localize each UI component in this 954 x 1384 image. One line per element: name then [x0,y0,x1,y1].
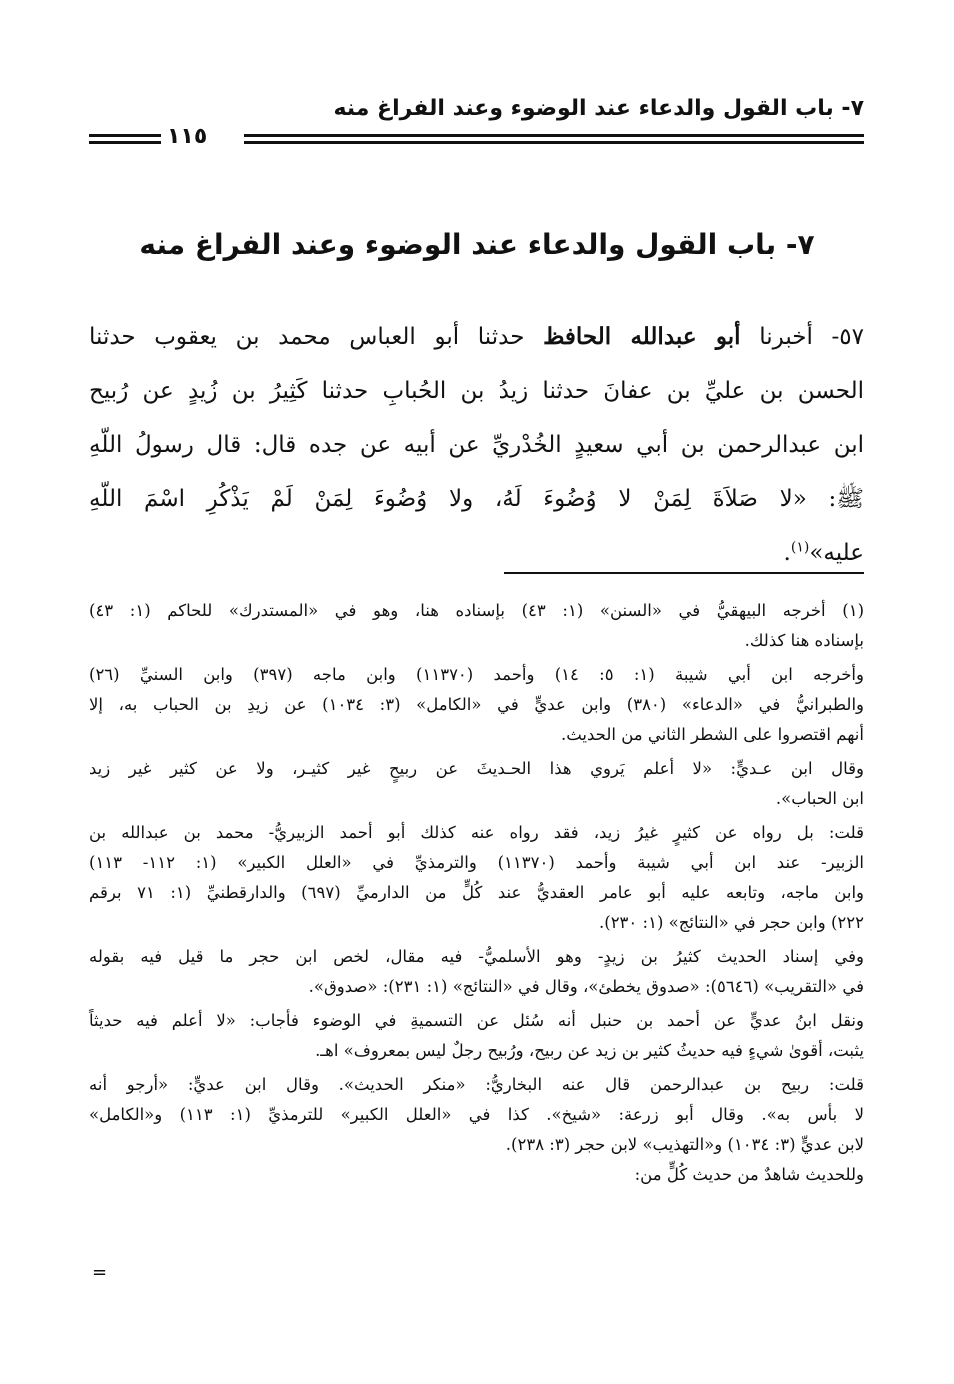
footnote-line: وفي إسناد الحديث كثيرُ بن زيدٍ- وهو الأسلميُّ- فيه مقال، لخص ابن حجر ما قيل فيه بقوله [89,947,864,966]
footnote-line: ٢٢٢) وابن حجر في «النتائج» (١: ٢٣٠). [599,913,864,932]
footnote-line: والطبرانيُّ في «الدعاء» (٣٨٠) وابن عديٍّ في «الكامل» (٣: ١٠٣٤) عن زيدِ بن الحباب به، إلا [89,695,864,714]
hadith-final-word: عليه» [809,540,864,566]
footnote-paragraph [89,596,864,656]
footnote-line: لابن عديٍّ (٣: ١٠٣٤) و«التهذيب» لابن حجر (٣: ٢٣٨). [505,1135,864,1154]
hadith-line: ابن عبدالرحمن بن أبي سعيدٍ الخُدْريِّ عن أبيه عن جده قال: قال رسولُ اللّهِ [89,432,864,458]
narrator-name: أبو عبدالله الحافظ [543,323,741,350]
footnote-separator [504,572,864,574]
footnote-paragraph [89,818,864,938]
footnote-reference: (١) [790,539,810,556]
footnote-paragraph [89,1070,864,1190]
footnote-line: وابن ماجه، وتابعه عليه أبو عامر العقديُّ عند كُلٍّ من الدارميِّ (٦٩٧) والدارقطنيِّ (١: ٧١ برقم [89,883,865,902]
chapter-heading: ٧- باب القول والدعاء عند الوضوء وعند الفراغ منه [139,228,815,261]
footnote-line: قلت: ربيح بن عبدالرحمن قال عنه البخاريُّ: «منكر الحديث». وقال ابن عديٍّ: «أرجو أنه [89,1075,864,1094]
hadith-number-prefix: ٥٧- أخبرنا [740,324,864,350]
footnote-line: (١) أخرجه البيهقيُّ في «السنن» (١: ٤٣) بإسناده هنا، وهو في «المستدرك» للحاكم (١: ٤٣) [89,601,864,620]
footnote-line: في «التقريب» (٥٦٤٦): «صدوق يخطئ»، وقال في «النتائج» (١: ٢٣١): «صدوق». [308,977,864,996]
footnote-line: وللحديث شاهدٌ من حديث كُلٍّ من: [634,1165,864,1184]
hadith-line: الحسن بن عليِّ بن عفانَ حدثنا زيدُ بن الحُبابِ حدثنا كَثِيرُ بن زُيدٍ عن رُبيح [89,378,864,404]
footnote-line: بإسناده هنا كذلك. [744,631,864,650]
continuation-mark: = [92,1262,108,1283]
hadith-line [89,310,864,364]
footnote-line: الزبير- عند ابن أبي شيبة وأحمد (١١٣٧٠) والترمذيِّ في «العلل الكبير» (١: ١١٢- ١١٣) [89,853,864,872]
hadith-end-mark: . [783,540,791,566]
footnote-paragraph [89,942,864,1002]
running-header [89,96,864,156]
footnotes [89,596,864,1194]
running-title: ٧- باب القول والدعاء عند الوضوء وعند الفراغ منه [333,96,864,121]
footnote-line: يثبت، أقوىٰ شيءٍ فيه حديثُ كثير بن زيد عن ربيح، ورُبيح رجلٌ ليس بمعروف» اهـ. [315,1041,864,1060]
page-number: ١١٥ [167,124,208,149]
footnote-line: لا بأس به». وقال أبو زرعة: «شيخ». كذا في «العلل الكبير» للترمذيِّ (١: ١١٣) و«الكامل» [89,1105,864,1124]
footnote-line: أنهم اقتصروا على الشطر الثاني من الحديث. [560,725,864,744]
hadith-line-rest: حدثنا أبو العباس محمد بن يعقوب حدثنا [89,324,544,350]
page-number-rule [89,134,161,144]
hadith-text [89,310,864,580]
footnote-line: قلت: بل رواه عن كثيرٍ غيرُ زيد، فقد رواه عنه كذلك أبو أحمد الزبيريُّ- محمد بن عبدالله بن [89,823,864,842]
footnote-line: وقال ابن عـديٍّ: «لا أعلم يَروي هذا الحـديثَ عن ربيحٍ غير كثيـر، ولا عن كثير غير زيد [89,759,864,778]
footnote-line: وأخرجه ابن أبي شيبة (١: ٥: ١٤) وأحمد (١١٣٧٠) وابن ماجه (٣٩٧) وابن السنيِّ (٢٦) [89,665,864,684]
footnote-line: ونقل ابنُ عديٍّ عن أحمد بن حنبل أنه سُئل عن التسميةِ في الوضوء فأجاب: «لا أعلم فيه حديثاً [89,1011,864,1030]
footnote-paragraph [89,754,864,814]
footnote-paragraph [89,1006,864,1066]
hadith-line: ﷺ: «لا صَلاَةَ لِمَنْ لا وُضُوءَ لَهُ، ولا وُضُوءَ لِمَنْ لَمْ يَذْكُرِ اسْمَ اللّهِ [89,486,864,512]
footnote-line: ابن الحباب». [775,789,864,808]
header-double-rule [244,134,864,144]
footnote-paragraph [89,660,864,750]
